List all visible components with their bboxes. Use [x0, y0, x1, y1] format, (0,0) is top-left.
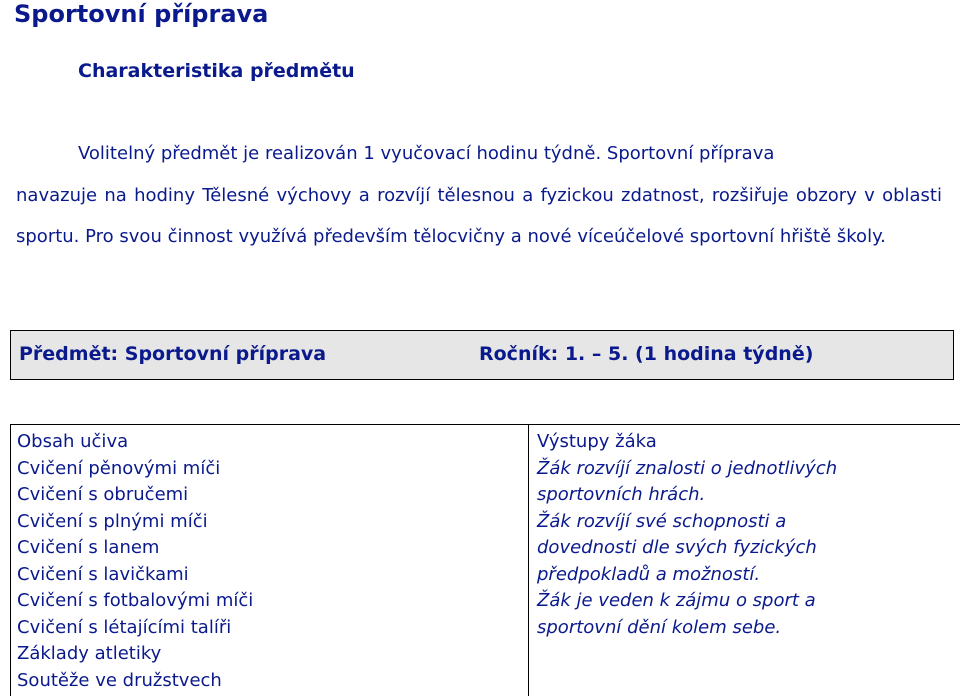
- content-column-header: Obsah učiva: [17, 431, 129, 452]
- content-item: Cvičení pěnovými míči: [17, 457, 221, 479]
- content-column: [11, 425, 529, 696]
- outcome-line: Žák rozvíjí své schopnosti a: [537, 510, 787, 532]
- content-item: Cvičení s plnými míči: [17, 510, 208, 532]
- intro-paragraph: [16, 133, 942, 258]
- content-list: [17, 456, 528, 695]
- subject-label: Předmět: Sportovní příprava: [19, 343, 327, 365]
- content-item: Cvičení s lavičkami: [17, 563, 189, 585]
- outcome-line: sportovní dění kolem sebe.: [537, 616, 782, 638]
- outcome-line: dovednosti dle svých fyzických: [537, 537, 817, 558]
- content-item: Soutěže ve družstvech: [17, 669, 222, 691]
- intro-first-line: Volitelný předmět je realizován 1 vyučovací hodinu týdně. Sportovní příprava: [78, 143, 775, 164]
- outcome-line: Žák je veden k zájmu o sport a: [537, 590, 816, 611]
- content-item: Cvičení s létajícími talíři: [17, 616, 232, 638]
- outcome-line: předpokladů a možností.: [537, 563, 761, 585]
- grade-label: Ročník: 1. – 5. (1 hodina týdně): [479, 343, 814, 365]
- outcomes-list: [537, 456, 960, 642]
- outcomes-column: [529, 425, 960, 696]
- content-item: Cvičení s fotbalovými míči: [17, 590, 254, 611]
- curriculum-table: [10, 424, 960, 696]
- section-heading: Charakteristika předmětu: [78, 60, 355, 82]
- content-item: Základy atletiky: [17, 643, 162, 664]
- outcome-line: Žák rozvíjí znalosti o jednotlivých: [537, 457, 838, 479]
- page-title: Sportovní příprava: [14, 0, 269, 28]
- content-item: Cvičení s obručemi: [17, 484, 189, 505]
- subject-bar: [10, 330, 954, 380]
- outcomes-column-header: Výstupy žáka: [537, 431, 657, 452]
- content-item: Cvičení s lanem: [17, 537, 160, 558]
- intro-rest: navazuje na hodiny Tělesné výchovy a rozvíjí tělesnou a fyzickou zdatnost, rozšiřuje obzory v oblasti sportu. Pro svou činnost využívá především tělocvičny a nové víceúčelové sportovní hřiště školy.: [16, 184, 942, 247]
- outcome-line: sportovních hrách.: [537, 484, 706, 505]
